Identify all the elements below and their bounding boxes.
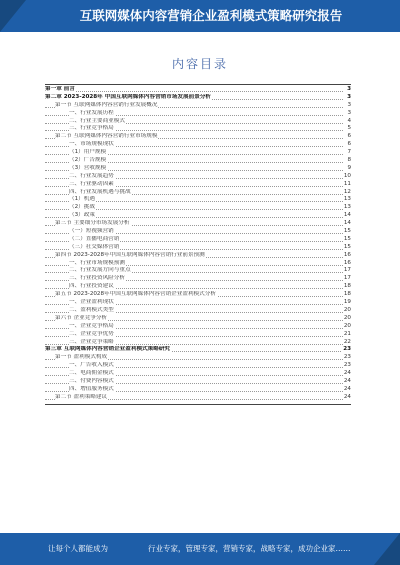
toc-entry-page: 15 — [343, 235, 351, 242]
toc-entry-page: 22 — [343, 338, 351, 345]
toc-entry-label: 第二节 互联网媒体内容营销行业市场规模 — [55, 133, 158, 140]
toc-entry-page: 10 — [343, 172, 351, 179]
toc-entry-label: 第一章 前言 — [45, 86, 75, 92]
toc-entry-page: 13 — [343, 204, 351, 211]
toc-entry-page: 8 — [347, 157, 351, 164]
toc-entry-page: 18 — [343, 291, 351, 298]
toc-entry[interactable] — [45, 346, 351, 354]
toc-entry[interactable] — [45, 307, 351, 315]
toc-entry[interactable] — [45, 394, 351, 402]
toc-entry-label: 二、电商佣金模式 — [69, 370, 114, 377]
toc-entry-label: （1）用户规模 — [69, 149, 107, 156]
header-bar — [0, 0, 400, 32]
toc-entry-page: 7 — [347, 149, 351, 156]
toc-entry-page: 3 — [347, 109, 351, 116]
toc-entry-label: 三、行业驱动因素 — [69, 180, 114, 187]
toc-entry-page: 6 — [347, 133, 351, 140]
toc-entry-label: （二）直播电商营销 — [69, 235, 120, 242]
toc-entry-page: 14 — [343, 220, 351, 227]
toc-entry-label: 第五节 2023-2028年中国互联网媒体内容营销企业盈利模式分析 — [55, 291, 216, 298]
toc-entry-label: （2）挑战 — [69, 204, 95, 211]
toc-entry[interactable] — [45, 236, 351, 244]
toc-entry[interactable] — [45, 275, 351, 283]
toc-entry[interactable] — [45, 362, 351, 370]
table-of-contents — [45, 86, 351, 402]
toc-entry-label: 二、行业发展趋势 — [69, 172, 114, 179]
report-title: 互联网媒体内容营销企业盈利模式策略研究报告 — [79, 8, 343, 23]
toc-entry-page: 19 — [343, 299, 351, 306]
toc-entry[interactable] — [45, 94, 351, 102]
toc-entry-page: 23 — [343, 362, 351, 369]
toc-entry[interactable] — [45, 204, 351, 212]
toc-entry-label: 三、行业竞争格局 — [69, 125, 114, 132]
toc-entry-label: 一、行业发展历程 — [69, 109, 114, 116]
toc-entry-label: 第一节 盈利模式构成 — [55, 354, 108, 361]
toc-entry[interactable] — [45, 260, 351, 268]
toc-entry-label: 第四节 2023-2028年中国互联网媒体内容营销行业前景预测 — [55, 251, 205, 258]
toc-entry-page: 14 — [343, 212, 351, 219]
toc-entry-page: 23 — [343, 346, 351, 353]
toc-entry-label: 四、增值服务模式 — [69, 385, 114, 392]
toc-entry[interactable] — [45, 228, 351, 236]
toc-entry-label: 四、行业投资建议 — [69, 283, 114, 290]
toc-entry-label: 第一节 互联网媒体内容营销行业发展概况 — [55, 101, 158, 108]
footer-roles: 行业专家，管理专家，营销专家，战略专家，成功企业家…… — [148, 544, 351, 553]
toc-entry-page: 9 — [347, 164, 351, 171]
toc-entry-label: 第二章 2023-2028年 中国互联网媒体内容营销市场发展前景分析 — [45, 93, 212, 100]
toc-entry[interactable] — [45, 386, 351, 394]
toc-entry[interactable] — [45, 173, 351, 181]
toc-entry[interactable] — [45, 181, 351, 189]
toc-entry-label: （3）营收规模 — [69, 164, 107, 171]
toc-entry-page: 20 — [343, 314, 351, 321]
toc-entry-page: 3 — [347, 86, 351, 92]
toc-entry-label: 一、广告收入模式 — [69, 362, 114, 369]
toc-entry[interactable] — [45, 283, 351, 291]
toc-entry-page: 3 — [347, 101, 351, 108]
toc-entry-page: 17 — [343, 267, 351, 274]
toc-entry[interactable] — [45, 196, 351, 204]
toc-entry[interactable] — [45, 149, 351, 157]
toc-entry-page: 20 — [343, 322, 351, 329]
toc-entry[interactable] — [45, 370, 351, 378]
toc-entry[interactable] — [45, 267, 351, 275]
toc-entry-label: 第二节 盈利策略建议 — [55, 393, 108, 400]
toc-entry-label: 一、市场规模现状 — [69, 141, 114, 148]
toc-entry[interactable] — [45, 118, 351, 126]
footer-bar — [0, 533, 400, 565]
toc-entry-page: 15 — [343, 228, 351, 235]
toc-entry-label: 二、行业主要商业模式 — [69, 117, 125, 124]
toc-entry-label: 一、行业市场规模预测 — [69, 259, 125, 266]
toc-entry-page: 24 — [343, 377, 351, 384]
toc-entry-label: （3）政策 — [69, 212, 95, 219]
toc-entry-page: 18 — [343, 283, 351, 290]
toc-entry[interactable] — [45, 220, 351, 228]
toc-entry-label: 三、付费内容模式 — [69, 377, 114, 384]
toc-entry[interactable] — [45, 86, 351, 94]
toc-entry-page: 12 — [343, 188, 351, 195]
toc-entry-page: 21 — [343, 330, 351, 337]
footer-accent — [374, 533, 400, 565]
toc-entry-page: 16 — [343, 259, 351, 266]
toc-entry-label: （三）社交媒体营销 — [69, 243, 120, 250]
toc-entry[interactable] — [45, 291, 351, 299]
toc-entry-page: 15 — [343, 243, 351, 250]
toc-entry[interactable] — [45, 133, 351, 141]
toc-entry[interactable] — [45, 331, 351, 339]
dot-leader — [45, 91, 343, 92]
header-accent — [0, 0, 26, 32]
toc-entry[interactable] — [45, 299, 351, 307]
toc-entry-page: 23 — [343, 354, 351, 361]
toc-entry-label: 一、企业竞争格局 — [69, 322, 114, 329]
toc-entry[interactable] — [45, 354, 351, 362]
toc-entry-label: 一、企业盈利现状 — [69, 299, 114, 306]
toc-entry[interactable] — [45, 110, 351, 118]
toc-entry[interactable] — [45, 378, 351, 386]
toc-entry[interactable] — [45, 252, 351, 260]
toc-entry-label: （1）机遇 — [69, 196, 95, 203]
toc-entry-page: 20 — [343, 306, 351, 313]
toc-entry-page: 16 — [343, 251, 351, 258]
toc-entry-page: 6 — [347, 141, 351, 148]
toc-entry-page: 13 — [343, 196, 351, 203]
toc-entry-label: 第三节 主要细分市场发展分析 — [55, 220, 130, 227]
toc-entry[interactable] — [45, 102, 351, 110]
toc-entry-page: 24 — [343, 370, 351, 377]
toc-entry-page: 4 — [347, 117, 351, 124]
toc-entry-label: 四、行业发展机遇与挑战 — [69, 188, 131, 195]
toc-entry-label: 二、企业竞争优势 — [69, 330, 114, 337]
toc-entry-label: 二、盈利模式类型 — [69, 306, 114, 313]
toc-entry-label: 第三章 互联网媒体内容营销企业盈利模式策略研究 — [45, 346, 171, 353]
toc-entry-label: 三、行业投资风险分析 — [69, 275, 125, 282]
toc-entry-page: 24 — [343, 393, 351, 400]
footer-slogan: 让每个人都能成为 — [48, 544, 108, 553]
toc-top-rule — [45, 84, 351, 85]
toc-entry-page: 11 — [343, 180, 351, 187]
toc-entry[interactable] — [45, 244, 351, 252]
toc-bottom-rule — [45, 404, 351, 405]
toc-entry-page: 3 — [347, 93, 351, 100]
toc-entry-label: （2）广告规模 — [69, 157, 107, 164]
toc-entry[interactable] — [45, 315, 351, 323]
toc-entry[interactable] — [45, 212, 351, 220]
toc-entry[interactable] — [45, 125, 351, 133]
toc-entry[interactable] — [45, 339, 351, 347]
toc-entry-label: （一）短视频营销 — [69, 228, 114, 235]
toc-entry-page: 24 — [343, 385, 351, 392]
toc-entry[interactable] — [45, 165, 351, 173]
toc-entry-label: 三、企业竞争策略 — [69, 338, 114, 345]
toc-entry-page: 5 — [347, 125, 351, 132]
toc-title: 内容目录 — [171, 57, 228, 71]
toc-entry[interactable] — [45, 141, 351, 149]
toc-entry-label: 第六节 企业竞争分析 — [55, 314, 108, 321]
toc-entry[interactable] — [45, 189, 351, 197]
toc-entry[interactable] — [45, 323, 351, 331]
toc-entry-page: 17 — [343, 275, 351, 282]
toc-entry-label: 二、行业发展方向与重点 — [69, 267, 131, 274]
toc-entry[interactable] — [45, 157, 351, 165]
